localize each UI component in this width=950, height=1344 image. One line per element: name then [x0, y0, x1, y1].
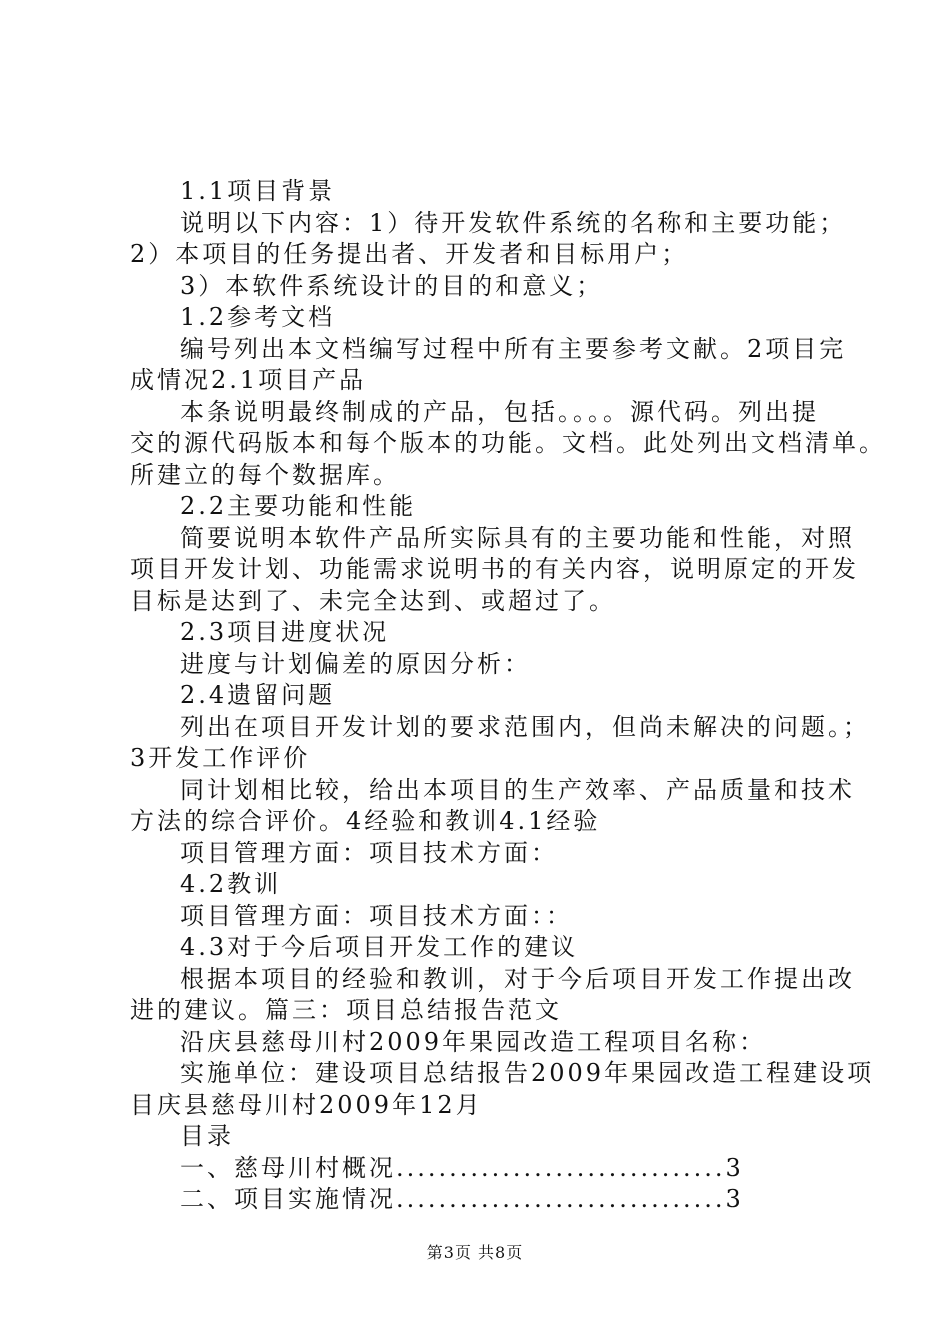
text-line: 2.4遗留问题	[180, 681, 336, 709]
text-line: 项目管理方面：项目技术方面：：	[180, 901, 573, 930]
text-line: 1.2参考文档	[180, 303, 336, 331]
text-line: 项目开发计划、功能需求说明书的有关内容，说明原定的开发	[130, 555, 859, 583]
text-line: 成情况2.1项目产品	[130, 366, 367, 394]
text-line: 实施单位：建设项目总结报告2009年果园改造工程建设项	[180, 1059, 875, 1087]
text-line: 本条说明最终制成的产品，包括。。。。源代码。列出提	[180, 397, 819, 426]
text-line: 列出在项目开发计划的要求范围内，但尚未解决的问题。；	[180, 712, 870, 741]
text-line: 交的源代码版本和每个版本的功能。文档。此处列出文档清单。	[130, 429, 886, 457]
text-line: 项目管理方面：项目技术方面：	[180, 838, 558, 867]
text-line: 1.1项目背景	[180, 177, 336, 205]
body-text	[130, 176, 886, 1216]
text-line: 目庆县慈母川村2009年12月	[130, 1090, 483, 1119]
text-line: 简要说明本软件产品所实际具有的主要功能和性能，对照	[180, 523, 855, 552]
text-line: 目标是达到了、未完全达到、或超过了。	[130, 586, 616, 615]
text-line: 4.2教训	[180, 870, 282, 898]
text-line: 根据本项目的经验和教训，对于今后项目开发工作提出改	[180, 964, 855, 993]
text-line: 2）本项目的任务提出者、开发者和目标用户；	[130, 240, 689, 268]
text-line: 编号列出本文档编写过程中所有主要参考文献。2项目完	[180, 334, 847, 363]
text-line: 4.3对于今后项目开发工作的建议	[180, 933, 579, 961]
page-footer: 第3页 共8页	[426, 1243, 524, 1262]
text-line: 沿庆县慈母川村2009年果园改造工程项目名称：	[180, 1027, 767, 1056]
text-line: 3）本软件系统设计的目的和意义；	[180, 271, 604, 300]
text-line: 同计划相比较，给出本项目的生产效率、产品质量和技术	[180, 775, 855, 804]
toc-entry[interactable]: 二、项目实施情况...............................3	[180, 1185, 744, 1213]
text-line: 进的建议。篇三：项目总结报告范文	[130, 996, 562, 1024]
text-line: 3开发工作评价	[130, 744, 311, 772]
text-line: 2.3项目进度状况	[180, 618, 390, 646]
text-line: 方法的综合评价。4经验和教训4.1经验	[130, 807, 601, 835]
text-line: 说明以下内容：1）待开发软件系统的名称和主要功能；	[180, 208, 847, 237]
text-line: 2.2主要功能和性能	[180, 492, 417, 520]
toc-entry[interactable]: 一、慈母川村概况...............................3	[180, 1153, 744, 1182]
text-line: 目录	[180, 1122, 234, 1150]
text-line: 所建立的每个数据库。	[130, 460, 400, 489]
text-line: 进度与计划偏差的原因分析：	[180, 649, 531, 678]
